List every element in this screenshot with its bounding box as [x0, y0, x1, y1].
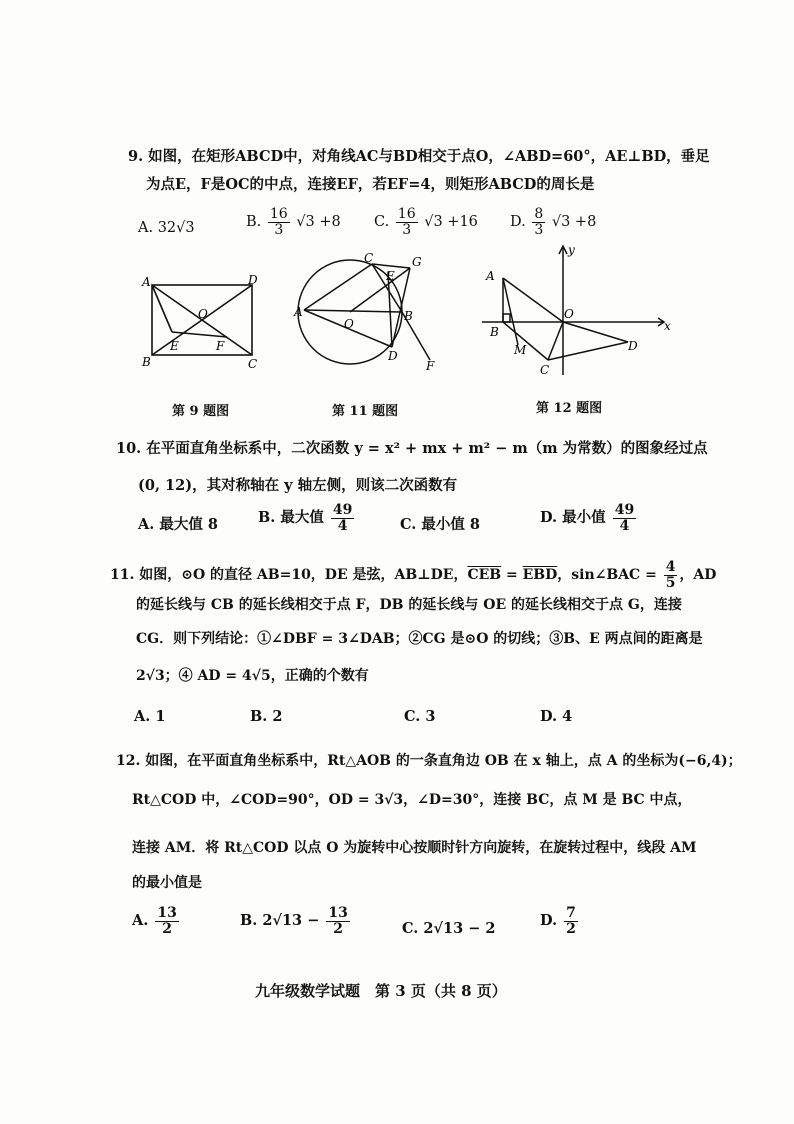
q10-option-b [258, 503, 356, 533]
page-footer: 九年级数学试题 第 3 页（共 8 页） [255, 982, 507, 1000]
q9-option-d [510, 207, 596, 237]
q11-sin-fraction: $\frac{4}{5}$ [665, 559, 676, 591]
q10-option-a: A. 最大值 8 [138, 516, 218, 533]
q10-option-c: C. 最小值 8 [400, 516, 481, 533]
q12-option-d [540, 906, 580, 936]
q10-option-d [540, 503, 638, 533]
fig12-label-o: O [564, 307, 574, 321]
fig11-label-d: D [388, 349, 398, 363]
q12-line2: Rt△COD 中，∠COD=90°，OD = 3√3，∠D=30°，连接 BC，点 M 是 BC 中点， [132, 792, 692, 808]
q11-arc-ceb: $\overline{CEB}$ [467, 567, 502, 584]
figure-12 [478, 240, 678, 380]
q10-option-b-label: B. 最大值 [258, 509, 324, 527]
q10-option-b-fraction: $\frac{49}{4}$ [332, 502, 353, 534]
q12-option-d-fraction: $\frac{7}{2}$ [566, 905, 576, 937]
fig11-label-e: E [386, 269, 395, 283]
caption-fig11: 第 11 题图 [332, 404, 399, 419]
fig9-label-d: D [248, 273, 258, 287]
q12-option-a-label: A. [132, 912, 149, 930]
q9-option-b-fraction: $\frac{16}{3}$ [269, 206, 288, 238]
q11-option-d: D. 4 [540, 708, 573, 725]
q12-line1: 12. 如图，在平面直角坐标系中，Rt△AOB 的一条直角边 OB 在 x 轴上，点 A 的坐标为(−6,4)； [116, 753, 742, 769]
q12-option-b [240, 906, 352, 936]
q9-option-a: A. 32√3 [138, 220, 195, 236]
fig11-label-a: A [294, 305, 303, 319]
q11-sin-text: ，sin∠BAC = [557, 567, 657, 584]
q9-option-b [246, 207, 341, 237]
fig12-label-x: x [664, 319, 671, 333]
q10-line1: 10. 在平面直角坐标系中，二次函数 y = x² + mx + m² − m（m 为常数）的图象经过点 [116, 440, 708, 457]
q12-option-a-fraction: $\frac{13}{2}$ [157, 905, 177, 937]
q12-option-d-label: D. [540, 912, 558, 930]
q10-option-d-label: D. 最小值 [540, 509, 606, 527]
q9-option-d-fraction: $\frac{8}{3}$ [534, 206, 544, 238]
q12-option-a [132, 906, 181, 936]
fig12-label-m: M [514, 343, 527, 357]
fig11-label-c: C [364, 251, 374, 265]
q11-line1-end: ，AD [679, 567, 717, 584]
fig9-label-c: C [248, 357, 258, 371]
q11-line3: CG．则下列结论：①∠DBF = 3∠DAB；②CG 是⊙O 的切线；③B、E 两点间的距离是 [136, 631, 703, 647]
q9-option-c-fraction: $\frac{16}{3}$ [397, 206, 416, 238]
q12-option-c: C. 2√13 − 2 [402, 920, 496, 937]
q9-option-d-label: D. [510, 214, 526, 231]
q9-option-c-rest: √3 +16 [424, 214, 478, 231]
fig12-label-c: C [540, 363, 550, 377]
q9-option-d-rest: √3 +8 [551, 214, 597, 231]
fig12-label-a: A [486, 269, 495, 283]
q11-equals: = [501, 567, 523, 584]
q11-option-b: B. 2 [250, 708, 283, 725]
figure-11 [290, 250, 450, 375]
q9-option-b-label: B. [246, 214, 262, 231]
caption-fig12: 第 12 题图 [536, 401, 603, 416]
q11-arc-ebd: $\overline{EBD}$ [522, 567, 558, 584]
q9-option-c-label: C. [374, 214, 390, 231]
q11-option-c: C. 3 [404, 708, 436, 725]
q12-option-b-label: B. 2√13 − [240, 912, 320, 930]
q9-option-c [374, 207, 478, 237]
q12-option-b-fraction: $\frac{13}{2}$ [328, 905, 348, 937]
fig11-label-b: B [404, 309, 413, 323]
fig9-label-a: A [142, 275, 151, 289]
q9-line1: 9. 如图，在矩形ABCD中，对角线AC与BD相交于点O，∠ABD=60°，AE⊥BD，垂足 [128, 148, 710, 165]
fig9-label-f: F [216, 339, 225, 353]
q10-option-d-fraction: $\frac{49}{4}$ [614, 502, 635, 534]
fig11-label-g: G [412, 255, 422, 269]
caption-fig9: 第 9 题图 [172, 404, 230, 419]
figure-9 [140, 270, 265, 375]
fig9-label-o: O [198, 307, 208, 321]
fig12-label-y: y [568, 243, 575, 257]
q10-line2: (0, 12)，其对称轴在 y 轴左侧，则该二次函数有 [138, 477, 458, 494]
fig12-label-b: B [490, 325, 499, 339]
q9-line2: 为点E，F是OC的中点，连接EF，若EF=4，则矩形ABCD的周长是 [146, 176, 595, 193]
q11-line2: 的延长线与 CB 的延长线相交于点 F，DB 的延长线与 OE 的延长线相交于点 G，连接 [136, 597, 682, 613]
q11-line1-start: 11. 如图，⊙O 的直径 AB=10，DE 是弦，AB⊥DE， [110, 567, 468, 584]
q11-line4: 2√3；④ AD = 4√5，正确的个数有 [136, 668, 369, 684]
fig11-label-f: F [426, 359, 435, 373]
fig9-label-b: B [142, 355, 151, 369]
fig11-label-o: O [344, 317, 354, 331]
q11-line1 [110, 560, 716, 590]
fig12-label-d: D [628, 339, 638, 353]
q9-option-b-rest: √3 +8 [296, 214, 341, 231]
q12-line4: 的最小值是 [132, 875, 202, 891]
q12-line3: 连接 AM．将 Rt△COD 以点 O 为旋转中心按顺时针方向旋转，在旋转过程中，线段 AM [132, 840, 697, 856]
q11-option-a: A. 1 [134, 708, 166, 725]
fig9-label-e: E [170, 339, 179, 353]
